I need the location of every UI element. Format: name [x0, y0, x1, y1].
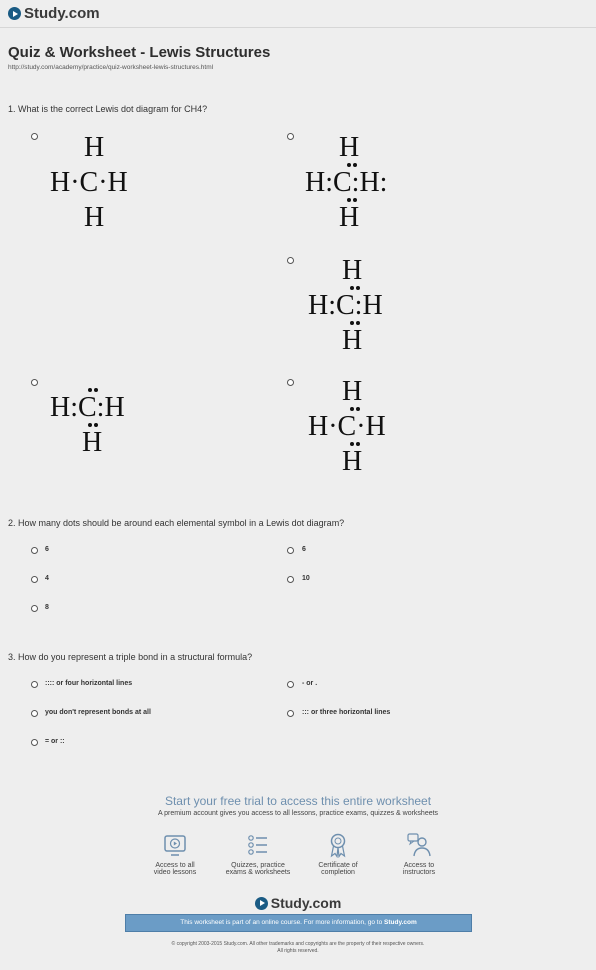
lewis-middle-row: H:C:H	[308, 290, 383, 321]
copyright-line-1: © copyright 2003-2015 Study.com. All other trademarks and copyrights are the property of their respective owners.	[171, 941, 425, 947]
promo-title: Start your free trial to access this entire worksheet	[164, 794, 432, 808]
copyright	[0, 941, 596, 955]
q2-option-b-label: 6	[302, 546, 306, 553]
promo-subtitle: A premium account gives you access to all lessons, practice exams, quizzes & worksheets	[157, 810, 439, 817]
q1-option-d-radio[interactable]	[31, 379, 38, 386]
q1-option-e-radio[interactable]	[287, 379, 294, 386]
q3-option-e-radio[interactable]	[31, 739, 38, 746]
lewis-top-h: H	[84, 132, 105, 163]
lewis-top-h: H	[342, 376, 363, 407]
course-banner	[125, 914, 472, 932]
feature-line-2: exams & worksheets	[225, 869, 291, 876]
page-url: http://study.com/academy/practice/quiz-worksheet-lewis-structures.html	[8, 64, 214, 71]
feature-line-1: Quizzes, practice	[231, 862, 285, 869]
q3-option-d-label: ::: or three horizontal lines	[302, 709, 391, 716]
play-logo-icon	[255, 897, 268, 910]
header-divider	[0, 27, 596, 28]
brand-name: Study.com	[24, 5, 100, 22]
q2-option-c-label: 4	[45, 575, 49, 582]
q2-option-e-radio[interactable]	[31, 605, 38, 612]
q1-option-b-radio[interactable]	[287, 133, 294, 140]
q1-option-b-lewis	[305, 134, 415, 234]
question-3-text: 3. How do you represent a triple bond in a structural formula?	[8, 652, 253, 662]
lewis-bottom-h: H	[342, 446, 363, 477]
lewis-middle-row: H·C·H	[50, 167, 128, 198]
lewis-middle-row: H·C·H	[308, 411, 386, 442]
q3-option-d-radio[interactable]	[287, 710, 294, 717]
feature-line-2: video lessons	[153, 869, 197, 876]
q2-option-b-radio[interactable]	[287, 547, 294, 554]
lewis-middle-row: H:C:H:	[305, 167, 388, 198]
q1-option-d-lewis	[50, 380, 150, 460]
feature-instructors	[369, 832, 469, 876]
lewis-bottom-h: H	[82, 427, 103, 458]
copyright-line-2: All rights reserved.	[277, 948, 319, 954]
banner-text: This worksheet is part of an online course. For more information, go to	[180, 919, 383, 926]
q3-option-b-radio[interactable]	[287, 681, 294, 688]
lewis-bottom-h: H	[339, 202, 360, 233]
feature-line-2: completion	[321, 869, 355, 876]
q2-option-a-radio[interactable]	[31, 547, 38, 554]
studycom-logo[interactable]	[8, 5, 100, 22]
question-1-text: 1. What is the correct Lewis dot diagram for CH4?	[8, 104, 208, 114]
q3-option-c-label: you don't represent bonds at all	[45, 709, 151, 716]
lewis-bottom-h: H	[84, 202, 105, 233]
q3-option-a-label: :::: or four horizontal lines	[45, 680, 133, 687]
q1-option-e-lewis	[308, 378, 408, 478]
q2-option-d-radio[interactable]	[287, 576, 294, 583]
lewis-middle-row: H:C:H	[50, 392, 125, 423]
lewis-bottom-h: H	[342, 325, 363, 356]
feature-line-1: Certificate of	[318, 862, 358, 869]
footer-brand-name: Study.com	[270, 895, 342, 911]
q2-option-e-label: 8	[45, 604, 49, 611]
q2-option-d-label: 10	[302, 575, 310, 582]
question-2-text: 2. How many dots should be around each elemental symbol in a Lewis dot diagram?	[8, 518, 345, 528]
q3-option-a-radio[interactable]	[31, 681, 38, 688]
page-title: Quiz & Worksheet - Lewis Structures	[8, 44, 271, 61]
feature-line-1: Access to	[403, 862, 435, 869]
q1-option-a-radio[interactable]	[31, 133, 38, 140]
q3-option-b-label: - or .	[302, 680, 318, 687]
feature-line-1: Access to all	[155, 862, 195, 869]
play-logo-icon	[8, 7, 21, 20]
footer-logo[interactable]	[0, 895, 596, 911]
lewis-top-h: H	[342, 255, 363, 286]
q2-option-a-label: 6	[45, 546, 49, 553]
instructor-icon	[369, 832, 469, 858]
feature-line-2: instructors	[402, 869, 436, 876]
lewis-top-h: H	[339, 132, 360, 163]
q3-option-e-label: = or ::	[45, 738, 65, 745]
q3-option-c-radio[interactable]	[31, 710, 38, 717]
banner-link[interactable]: Study.com	[384, 919, 417, 926]
q2-option-c-radio[interactable]	[31, 576, 38, 583]
q1-option-a-lewis	[50, 134, 150, 234]
q1-option-c-radio[interactable]	[287, 257, 294, 264]
q1-option-c-lewis	[308, 257, 408, 357]
